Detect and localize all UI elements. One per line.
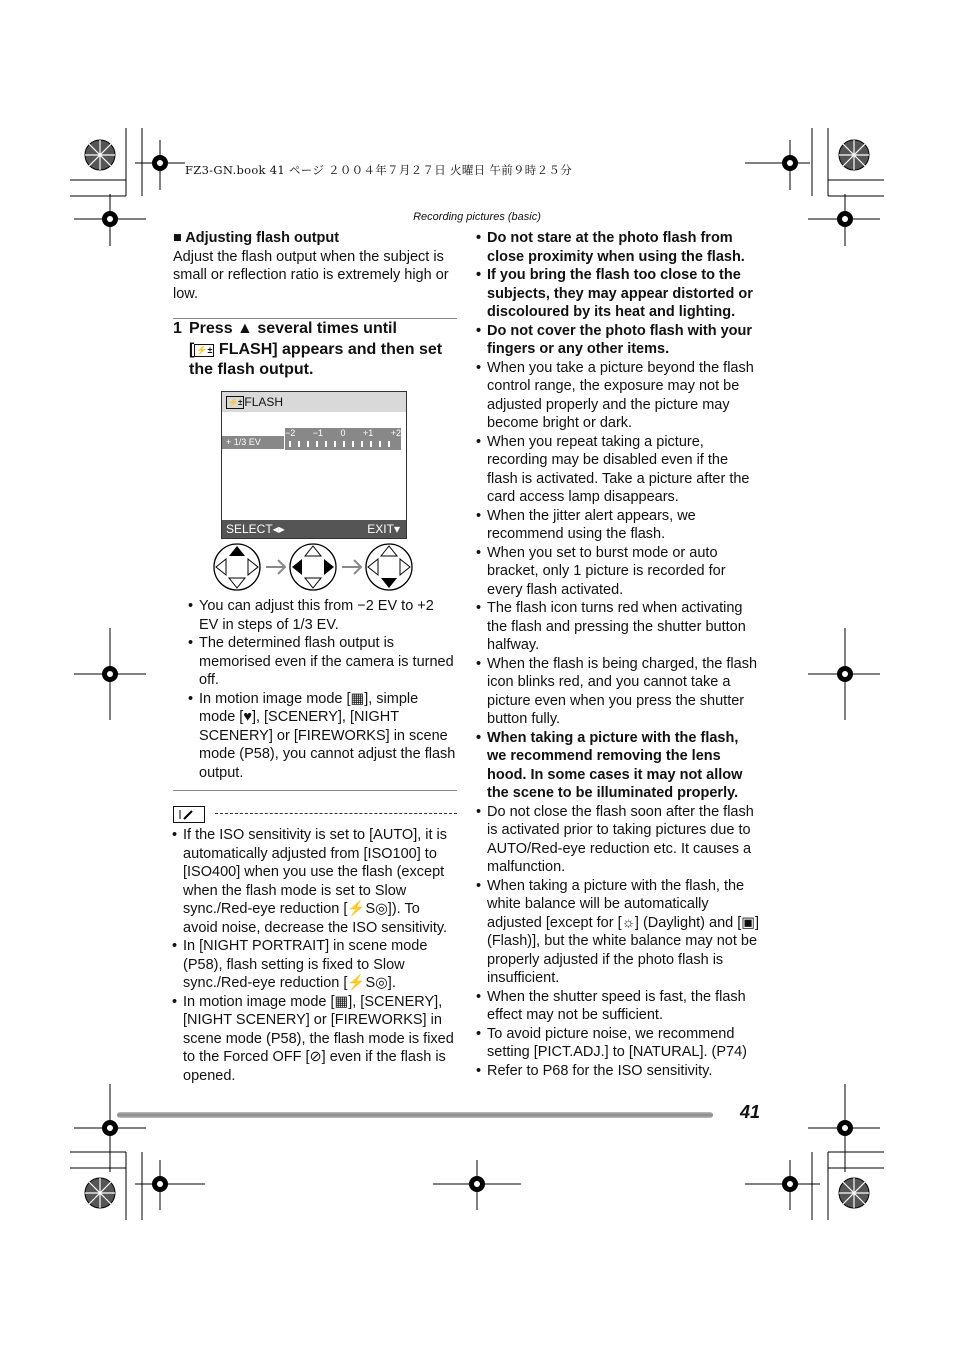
note-icon — [173, 806, 205, 823]
list-item: • Do not cover the photo flash with your fingers or any other items. — [476, 322, 760, 359]
lcd-screen — [221, 391, 407, 539]
lcd-title-bar — [222, 392, 406, 413]
list-item: • To avoid picture noise, we recommend setting [PICT.ADJ.] to [NATURAL]. (P74) — [476, 1025, 760, 1062]
section-header: Recording pictures (basic) — [413, 211, 541, 223]
lcd-footer — [222, 520, 406, 538]
ev-ticks — [289, 441, 397, 447]
dashed-rule — [215, 813, 457, 814]
ev-tick-label: +2 — [390, 428, 401, 438]
list-item: • When the flash is being charged, the flash icon blinks red, and you cannot take a picture even when you press the shutter button fully. — [476, 655, 760, 729]
intro-text: Adjust the flash output when the subject is small or reflection ratio is extremely high or low. — [173, 248, 449, 302]
exit-hint: EXIT▾ — [367, 522, 400, 536]
step-1: 1 Press ▲ several times until [ ⚡± FLASH] appears and then set the flash output. — [173, 319, 458, 381]
lcd-body — [222, 412, 406, 520]
cursor-button-sequence — [210, 541, 420, 593]
list-item: • Do not stare at the photo flash from close proximity when using the flash. — [476, 229, 760, 266]
file-header: FZ3-GN.book 41 ページ ２００４年７月２７日 火曜日 午前９時２５分 — [185, 163, 572, 177]
list-item: • When you take a picture beyond the flash control range, the exposure may not be adjusted properly and the picture may become bright or dark. — [476, 359, 760, 433]
list-item: • The flash icon turns red when activating the flash and pressing the shutter button halfway. — [476, 599, 760, 655]
list-item: • When you set to burst mode or auto bracket, only 1 picture is recorded for every flash activated. — [476, 544, 760, 600]
arrow-right-icon — [266, 560, 285, 574]
ev-scale-labels — [285, 428, 401, 438]
flash-adjust-icon: ⚡± — [196, 344, 213, 355]
right-column-notes — [476, 229, 760, 1080]
list-item: • In motion image mode [▦], simple mode [♥], [SCENERY], [NIGHT SCENERY] or [FIREWORKS] in scene mode (P58), you cannot adjust the flash output. — [188, 690, 456, 783]
ev-tick-label: 0 — [340, 428, 346, 438]
cursor-pad-up — [214, 544, 260, 590]
lcd-title: FLASH — [244, 395, 284, 409]
list-item: • If you bring the flash too close to the subjects, they may appear distorted or discoloured by its heat and lighting. — [476, 266, 760, 322]
notes-divider — [173, 790, 457, 791]
intro-block — [173, 229, 458, 303]
ev-tick-label: +1 — [362, 428, 374, 438]
list-item: • Do not close the flash soon after the flash is activated prior to taking pictures due to AUTO/Red-eye reduction etc. It causes a malfunction. — [476, 803, 760, 877]
ev-tick-label: −1 — [312, 428, 323, 438]
list-item: • When taking a picture with the flash, we recommend removing the lens hood. In some cases it may not allow the scene to be illuminated properly. — [476, 729, 760, 803]
section-heading: ■ Adjusting flash output — [173, 230, 340, 246]
notes-block — [172, 826, 457, 1085]
list-item: • If the ISO sensitivity is set to [AUTO], it is automatically adjusted from [ISO100] to [ISO400] when you use the flash (except when the flash mode is set to Slow sync./Red-eye reduction [⚡S◎]). To avoid noise, decrease the ISO sensitivity. — [172, 826, 457, 937]
ev-value-label: + 1/3 EV — [222, 436, 284, 449]
footer-bar — [117, 1112, 713, 1118]
step-notes — [188, 597, 456, 782]
list-item: • When the jitter alert appears, we recommend using the flash. — [476, 507, 760, 544]
select-hint: SELECT◂▸ — [226, 522, 285, 536]
list-item: • When the shutter speed is fast, the flash effect may not be sufficient. — [476, 988, 760, 1025]
list-item: • In [NIGHT PORTRAIT] in scene mode (P58), flash setting is fixed to Slow sync./Red-eye reduction [⚡S◎]. — [172, 937, 457, 993]
cursor-pad-down — [366, 544, 412, 590]
ev-scale — [285, 428, 401, 450]
flash-adjust-icon: ⚡± — [228, 398, 243, 407]
step-number: 1 — [173, 320, 182, 337]
step-line-1: Press ▲ several times until — [189, 320, 397, 337]
list-item: • The determined flash output is memorised even if the camera is turned off. — [188, 634, 456, 690]
list-item: • Refer to P68 for the ISO sensitivity. — [476, 1062, 760, 1081]
page-number: 41 — [740, 1102, 761, 1122]
ev-tick-label: −2 — [285, 428, 296, 438]
list-item: • In motion image mode [▦], [SCENERY], [NIGHT SCENERY] or [FIREWORKS] in scene mode (P58), the flash mode is fixed to the Forced OFF [⊘] even if the flash is opened. — [172, 993, 457, 1086]
list-item: • You can adjust this from −2 EV to +2 EV in steps of 1/3 EV. — [188, 597, 456, 634]
list-item: • When you repeat taking a picture, recording may be disabled even if the flash is activated. Take a picture after the card access lamp disappears. — [476, 433, 760, 507]
arrow-right-icon — [342, 560, 361, 574]
step-line-3: the flash output. — [189, 361, 314, 378]
cursor-pad-left-right — [290, 544, 336, 590]
list-item: • When taking a picture with the flash, the white balance will be automatically adjusted [except for [☼] (Daylight) and [▣] (Flash)], but the white balance may not be properly adjusted if the photo flash is insufficient. — [476, 877, 760, 988]
